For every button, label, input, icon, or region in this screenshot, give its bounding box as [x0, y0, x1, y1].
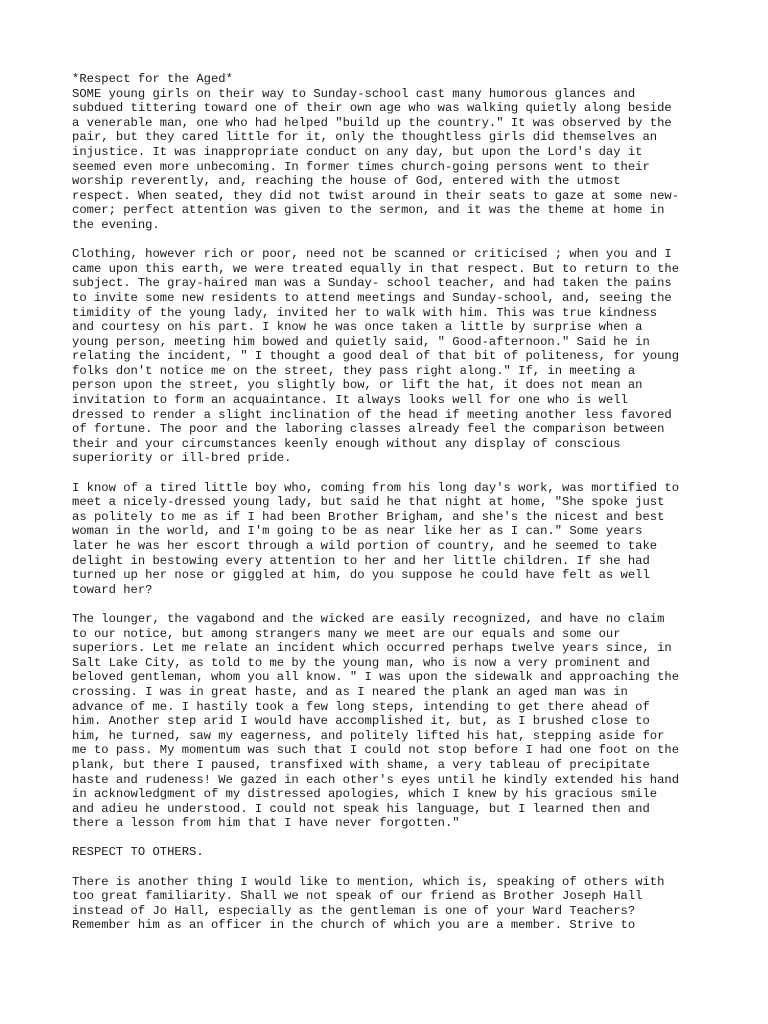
- paragraph-clothing: Clothing, however rich or poor, need not be scanned or criticised ; when you and I came upon this earth, we were treated equally in that respect. But to return to the subject. The gray-haired man was a Sunday- school teacher, and had taken the pains to invite some new residents to attend meetings and Sunday-school, and, seeing the timidity of the young lady, invited her to walk with him. This was true kindness and courtesy on his part. I know he was once taken a little by surprise when a young person, meeting him bowed and quietly said, " Good-afternoon." Said he in relating the incident, " I thought a good deal of that bit of politeness, for young folks don't notice me on the street, they pass right along." If, in meeting a person upon the street, you slightly bow, or lift the hat, it does not mean an invitation to form an acquaintance. It always looks well for one who is well dressed to render a slight inclination of the head if meeting another less favored of fortune. The poor and the laboring classes already feel the comparison between their and your circumstances keenly enough without any display of conscious superiority or ill-bred pride.: [72, 247, 680, 466]
- paragraph-lounger-vagabond: The lounger, the vagabond and the wicked are easily recognized, and have no claim to our notice, but among strangers many we meet are our equals and some our superiors. Let me relate an incident which occurred perhaps twelve years since, in Salt Lake City, as told to me by the young man, who is now a very prominent and beloved gentleman, whom you all know. " I was upon the sidewalk and approaching the crossing. I was in great haste, and as I neared the plank an aged man was in advance of me. I hastily took a few long steps, intending to get there ahead of him. Another step arid I would have accomplished it, but, as I brushed close to him, he turned, saw my eagerness, and politely lifted his hat, stepping aside for me to pass. My momentum was such that I could not stop before I had one foot on the plank, but there I paused, transfixed with shame, a very tableau of precipitate haste and rudeness! We gazed in each other's eyes until he kindly extended his hand in acknowledgment of my distressed apologies, which I knew by his gracious smile and adieu he understood. I could not speak his language, but I learned then and there a lesson from him that I have never forgotten.": [72, 611, 680, 831]
- paragraph-tired-little-boy: I know of a tired little boy who, coming from his long day's work, was mortified to meet a nicely-dressed young lady, but said he that night at home, "She spoke just as politely to me as if I had been Brother Brigham, and she's the nicest and best woman in the world, and I'm going to be as near like her as I can." Some years later he was her escort through a wild portion of country, and he seemed to take delight in bestowing every attention to her and her little children. If she had turned up her nose or giggled at him, do you suppose he could have felt as well toward her?: [72, 480, 680, 597]
- document-page: [72, 72, 702, 948]
- section-heading-respect-to-others: RESPECT TO OTHERS.: [72, 845, 204, 860]
- paragraph-respect-for-the-aged: *Respect for the Aged* SOME young girls on their way to Sunday-school cast many humorous glances and subdued tittering toward one of their own age who was walking quietly along beside a venerable man, one who had helped "build up the country." It was observed by the pair, but they cared little for it, only the thoughtless girls did themselves an injustice. It was inappropriate conduct on any day, but upon the Lord's day it seemed even more unbecoming. In former times church-going persons went to their worship reverently, and, reaching the house of God, entered with the utmost respect. When seated, they did not twist around in their seats to gaze at some new- comer; perfect attention was given to the sermon, and it was the theme at home in the evening.: [72, 72, 680, 232]
- paragraph-familiarity: There is another thing I would like to mention, which is, speaking of others with too great familiarity. Shall we not speak of our friend as Brother Joseph Hall instead of Jo Hall, especially as the gentleman is one of your Ward Teachers? Remember him as an officer in the church of which you are a member. Strive to: [72, 874, 665, 933]
